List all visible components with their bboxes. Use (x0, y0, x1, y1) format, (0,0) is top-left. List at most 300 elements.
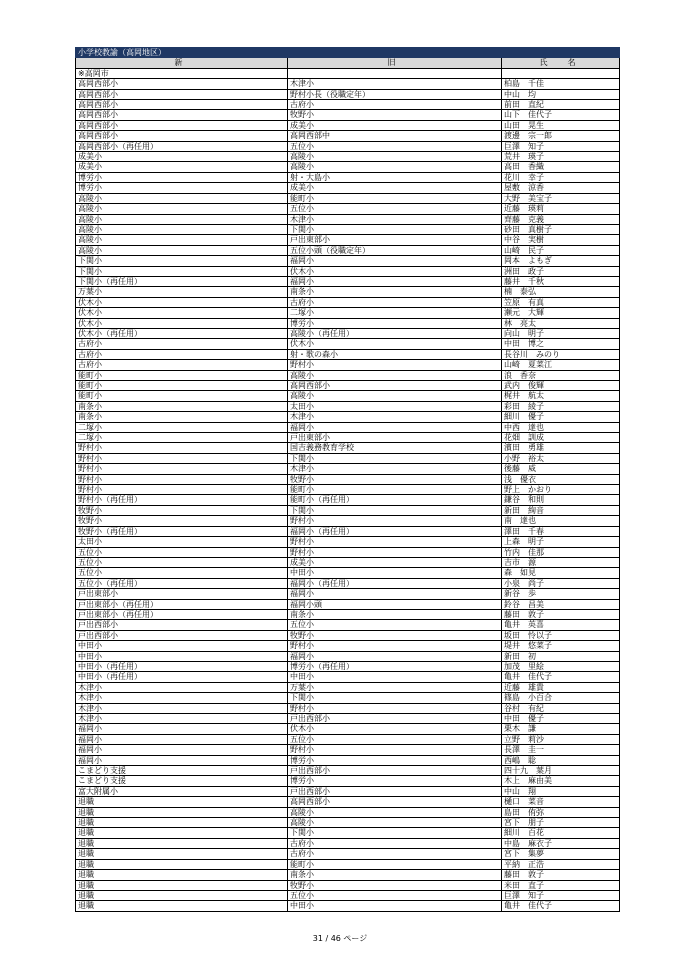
table-row (76, 682, 620, 692)
table-row (76, 360, 620, 370)
old-school-cell: 能町小 (288, 193, 502, 203)
teacher-name-cell: 笠原 有真 (502, 297, 620, 307)
table-row (76, 89, 620, 99)
new-school-cell: 成美小 (76, 152, 288, 162)
teacher-name-cell: 齊藤 克義 (502, 214, 620, 224)
old-school-cell: 成美小 (288, 557, 502, 567)
teacher-name-cell: 野上 かおり (502, 485, 620, 495)
teacher-name-cell: 山下 佳代子 (502, 110, 620, 120)
new-school-cell: 高岡西部小 (76, 131, 288, 141)
table-row (76, 651, 620, 661)
new-school-cell: 戸出西部小 (76, 630, 288, 640)
old-school-cell: 古府小 (288, 297, 502, 307)
new-school-cell: 高岡西部小（再任用） (76, 141, 288, 151)
new-school-cell: 退職 (76, 880, 288, 890)
old-school-cell: 成美小 (288, 183, 502, 193)
old-school-cell: 福岡小 (288, 589, 502, 599)
table-row (76, 578, 620, 588)
teacher-name-cell: 篠島 小百合 (502, 693, 620, 703)
teacher-name-cell: 島田 侑弥 (502, 807, 620, 817)
teacher-name-cell: 彩田 綾子 (502, 401, 620, 411)
teacher-name-cell: 藤田 敦子 (502, 609, 620, 619)
teacher-name-cell: 亀井 佳代子 (502, 901, 620, 911)
old-school-cell: 福岡小 (288, 651, 502, 661)
table-row (76, 370, 620, 380)
table-row (76, 120, 620, 130)
old-school-cell: 成美小 (288, 120, 502, 130)
table-row (76, 797, 620, 807)
old-school-cell: 木津小 (288, 464, 502, 474)
old-school-cell: 博労小（再任用） (288, 661, 502, 671)
old-school-cell: 五位小 (288, 734, 502, 744)
teacher-name-cell: 梶井 航太 (502, 391, 620, 401)
new-school-cell: 福岡小 (76, 755, 288, 765)
old-school-cell: 博労小 (288, 318, 502, 328)
old-school-cell: 戸出東部小 (288, 235, 502, 245)
new-school-cell: 高陵小 (76, 245, 288, 255)
new-school-cell: 高岡西部小 (76, 89, 288, 99)
teacher-name-cell: 中島 麻衣子 (502, 838, 620, 848)
table-row (76, 79, 620, 89)
teacher-name-cell: 立野 莉沙 (502, 734, 620, 744)
teacher-name-cell: 洲田 政子 (502, 266, 620, 276)
teacher-name-cell: 楠 泰弘 (502, 287, 620, 297)
new-school-cell: 退職 (76, 838, 288, 848)
table-row (76, 204, 620, 214)
new-school-cell: 成美小 (76, 162, 288, 172)
new-school-cell: 戸出東部小（再任用） (76, 609, 288, 619)
old-school-cell: 伏木小 (288, 266, 502, 276)
table-row (76, 453, 620, 463)
old-school-cell: 高岡西部中 (288, 131, 502, 141)
new-school-cell: 牧野小 (76, 505, 288, 515)
table-row (76, 505, 620, 515)
table-row (76, 734, 620, 744)
table-row (76, 110, 620, 120)
old-school-cell: 太田小 (288, 401, 502, 411)
teacher-name-cell: 柏島 千佳 (502, 79, 620, 89)
table-row (76, 308, 620, 318)
teacher-name-cell: 近藤 瑛莉 (502, 204, 620, 214)
table-row (76, 381, 620, 391)
old-school-cell: 射・歌の森小 (288, 349, 502, 359)
table-row (76, 162, 620, 172)
table-row (76, 766, 620, 776)
teacher-name-cell: 瀬元 大輝 (502, 308, 620, 318)
old-school-cell: 五位小 (288, 890, 502, 900)
new-school-cell: 高岡西部小 (76, 79, 288, 89)
new-school-cell: 木津小 (76, 693, 288, 703)
new-school-cell: 高陵小 (76, 214, 288, 224)
old-school-cell: 牧野小 (288, 630, 502, 640)
teacher-name-cell: 亀井 英喜 (502, 620, 620, 630)
teacher-name-cell: 藤田 敦子 (502, 870, 620, 880)
empty-cell (502, 68, 620, 78)
teacher-name-cell: 南 達也 (502, 516, 620, 526)
new-school-cell: 古府小 (76, 349, 288, 359)
teacher-name-cell: 堤井 悠菜子 (502, 641, 620, 651)
old-school-cell: 牧野小 (288, 474, 502, 484)
new-school-cell: 野村小（再任用） (76, 495, 288, 505)
table-row (76, 890, 620, 900)
table-row (76, 276, 620, 286)
teacher-name-cell: 森 如見 (502, 568, 620, 578)
old-school-cell: 博労小 (288, 755, 502, 765)
old-school-cell: 戸出東部小 (288, 433, 502, 443)
old-school-cell: 木津小 (288, 412, 502, 422)
table-row (76, 568, 620, 578)
new-school-cell: 太田小 (76, 537, 288, 547)
teacher-name-cell: 宮下 朋子 (502, 818, 620, 828)
table-row (76, 849, 620, 859)
old-school-cell: 福岡小 (288, 276, 502, 286)
new-school-cell: 退職 (76, 890, 288, 900)
table-row (76, 620, 620, 630)
old-school-cell: 伏木小 (288, 724, 502, 734)
old-school-cell: 福岡小 (288, 256, 502, 266)
table-row (76, 557, 620, 567)
teacher-name-cell: 中田 優子 (502, 714, 620, 724)
table-row (76, 828, 620, 838)
teacher-name-cell: 岡本 よもぎ (502, 256, 620, 266)
table-row (76, 859, 620, 869)
teacher-name-cell: 屋敷 涼香 (502, 183, 620, 193)
teacher-name-cell: 長澤 圭一 (502, 745, 620, 755)
old-school-cell: 南条小 (288, 609, 502, 619)
teacher-name-cell: 小野 裕太 (502, 453, 620, 463)
new-school-cell: 南条小 (76, 412, 288, 422)
teacher-name-cell: 平納 正浩 (502, 859, 620, 869)
old-school-cell: 野村小 (288, 547, 502, 557)
teacher-name-cell: 花畑 訓成 (502, 433, 620, 443)
new-school-cell: 博労小 (76, 172, 288, 182)
table-row (76, 630, 620, 640)
teacher-name-cell: 中西 達也 (502, 422, 620, 432)
old-school-cell: 福岡小（再任用） (288, 526, 502, 536)
table-row (76, 183, 620, 193)
new-school-cell: 能町小 (76, 391, 288, 401)
teacher-name-cell: 木上 麻由美 (502, 776, 620, 786)
new-school-cell: 伏木小 (76, 308, 288, 318)
teacher-name-cell: 近藤 雄貴 (502, 682, 620, 692)
teacher-name-cell: 渡邊 宗一郎 (502, 131, 620, 141)
empty-cell (288, 68, 502, 78)
teacher-name-cell: 長谷川 みのり (502, 349, 620, 359)
page-footer: 31 / 46 ページ (312, 934, 368, 943)
table-row (76, 589, 620, 599)
new-school-cell: 退職 (76, 870, 288, 880)
old-school-cell: 野村小長（役職定年） (288, 89, 502, 99)
new-school-cell: 牧野小（再任用） (76, 526, 288, 536)
table-row (76, 599, 620, 609)
table-row (76, 433, 620, 443)
old-school-cell: 野村小 (288, 641, 502, 651)
teacher-name-cell: 後藤 威 (502, 464, 620, 474)
old-school-cell: 高陵小 (288, 818, 502, 828)
teacher-name-cell: 竹内 佳那 (502, 547, 620, 557)
new-school-cell: 万葉小 (76, 287, 288, 297)
table-row (76, 235, 620, 245)
old-school-cell: 古府小 (288, 100, 502, 110)
table-row (76, 703, 620, 713)
teacher-name-cell: 新田 絢音 (502, 505, 620, 515)
table-row (76, 443, 620, 453)
old-school-cell: 射・大島小 (288, 172, 502, 182)
new-school-cell: 高岡西部小 (76, 120, 288, 130)
teacher-name-cell: 四十九 葉月 (502, 766, 620, 776)
new-school-cell: 南条小 (76, 401, 288, 411)
teacher-name-cell: 濱田 勇雄 (502, 443, 620, 453)
old-school-cell: 福岡小（再任用） (288, 578, 502, 588)
old-school-cell: 牧野小 (288, 880, 502, 890)
teacher-name-cell: 花川 幸子 (502, 172, 620, 182)
new-school-cell: 退職 (76, 901, 288, 911)
new-school-cell: 下関小 (76, 256, 288, 266)
new-school-cell: 高陵小 (76, 193, 288, 203)
section-row (76, 68, 620, 78)
old-school-cell: 五位小頭（役職定年） (288, 245, 502, 255)
teacher-name-cell: 前田 直紀 (502, 100, 620, 110)
table-row (76, 339, 620, 349)
teacher-name-cell: 新谷 歩 (502, 589, 620, 599)
new-school-cell: 退職 (76, 807, 288, 817)
new-school-cell: 伏木小 (76, 318, 288, 328)
teacher-name-cell: 林 亮太 (502, 318, 620, 328)
teacher-name-cell: 中田 博之 (502, 339, 620, 349)
table-row (76, 516, 620, 526)
old-school-cell: 伏木小 (288, 339, 502, 349)
new-school-cell: 二塚小 (76, 422, 288, 432)
new-school-cell: 福岡小 (76, 724, 288, 734)
old-school-cell: 二塚小 (288, 308, 502, 318)
old-school-cell: 福岡小頭 (288, 599, 502, 609)
old-school-cell: 高岡西部小 (288, 797, 502, 807)
old-school-cell: 中田小 (288, 901, 502, 911)
new-school-cell: 能町小 (76, 370, 288, 380)
teacher-name-cell: 西嶋 聡 (502, 755, 620, 765)
old-school-cell: 野村小 (288, 745, 502, 755)
old-school-cell: 能町小（再任用） (288, 495, 502, 505)
old-school-cell: 野村小 (288, 703, 502, 713)
new-school-cell: 木津小 (76, 703, 288, 713)
column-header-new: 新 (76, 58, 288, 68)
table-row (76, 152, 620, 162)
old-school-cell: 野村小 (288, 360, 502, 370)
teacher-name-cell: 浅 優衣 (502, 474, 620, 484)
teacher-name-cell: 新田 初 (502, 651, 620, 661)
old-school-cell: 野村小 (288, 516, 502, 526)
new-school-cell: 中田小 (76, 651, 288, 661)
table-row (76, 193, 620, 203)
old-school-cell: 野村小 (288, 537, 502, 547)
table-row (76, 724, 620, 734)
old-school-cell: 中田小 (288, 672, 502, 682)
old-school-cell: 福岡小 (288, 422, 502, 432)
new-school-cell: 高岡西部小 (76, 110, 288, 120)
table-row (76, 412, 620, 422)
table-row (76, 349, 620, 359)
table-row (76, 714, 620, 724)
table-row (76, 547, 620, 557)
new-school-cell: 高陵小 (76, 204, 288, 214)
teacher-name-cell: 樋口 菜音 (502, 797, 620, 807)
old-school-cell: 古府小 (288, 849, 502, 859)
new-school-cell: 高陵小 (76, 235, 288, 245)
new-school-cell: 二塚小 (76, 433, 288, 443)
teacher-name-cell: 谷村 有紀 (502, 703, 620, 713)
table-row (76, 755, 620, 765)
table-row (76, 224, 620, 234)
teacher-name-cell: 中山 翔 (502, 786, 620, 796)
old-school-cell: 五位小 (288, 620, 502, 630)
new-school-cell: 伏木小（再任用） (76, 328, 288, 338)
old-school-cell: 木津小 (288, 214, 502, 224)
teacher-name-cell: 加茂 里絵 (502, 661, 620, 671)
table-row (76, 693, 620, 703)
new-school-cell: こまどり支援 (76, 766, 288, 776)
table-row (76, 672, 620, 682)
table-title-row (76, 48, 620, 58)
table-row (76, 245, 620, 255)
teacher-name-cell: 向山 明子 (502, 328, 620, 338)
teacher-name-cell: 荒井 瑛子 (502, 152, 620, 162)
old-school-cell: 戸出西部小 (288, 766, 502, 776)
table-row (76, 464, 620, 474)
table-row (76, 328, 620, 338)
new-school-cell: 退職 (76, 849, 288, 859)
teacher-name-cell: 鈴谷 昌美 (502, 599, 620, 609)
teacher-name-cell: 巨澤 知子 (502, 141, 620, 151)
teacher-name-cell: 山崎 民子 (502, 245, 620, 255)
old-school-cell: 能町小 (288, 485, 502, 495)
table-row (76, 786, 620, 796)
old-school-cell: 戸出西部小 (288, 786, 502, 796)
teacher-name-cell: 藤井 千秋 (502, 276, 620, 286)
table-row (76, 641, 620, 651)
table-row (76, 495, 620, 505)
table-row (76, 422, 620, 432)
new-school-cell: 退職 (76, 828, 288, 838)
new-school-cell: 牧野小 (76, 516, 288, 526)
table-row (76, 807, 620, 817)
column-header-name: 氏 名 (502, 58, 620, 68)
personnel-table (75, 47, 620, 912)
table-row (76, 537, 620, 547)
table-row (76, 901, 620, 911)
table-row (76, 391, 620, 401)
new-school-cell: 五位小 (76, 547, 288, 557)
table-row (76, 838, 620, 848)
teacher-name-cell: 坂田 怜以子 (502, 630, 620, 640)
teacher-name-cell: 吉市 源 (502, 557, 620, 567)
teacher-name-cell: 高田 香織 (502, 162, 620, 172)
old-school-cell: 南条小 (288, 287, 502, 297)
table-row (76, 401, 620, 411)
new-school-cell: 戸出東部小（再任用） (76, 599, 288, 609)
new-school-cell: 下関小（再任用） (76, 276, 288, 286)
new-school-cell: 戸出西部小 (76, 620, 288, 630)
new-school-cell: 退職 (76, 818, 288, 828)
teacher-name-cell: 亀井 佳代子 (502, 672, 620, 682)
new-school-cell: 博労小 (76, 183, 288, 193)
new-school-cell: 高岡西部小 (76, 100, 288, 110)
new-school-cell: 中田小 (76, 641, 288, 651)
old-school-cell: 高陵小 (288, 152, 502, 162)
table-row (76, 474, 620, 484)
teacher-name-cell: 中山 均 (502, 89, 620, 99)
old-school-cell: 木津小 (288, 79, 502, 89)
table-row (76, 141, 620, 151)
old-school-cell: 五位小 (288, 204, 502, 214)
table-row (76, 131, 620, 141)
new-school-cell: 木津小 (76, 714, 288, 724)
teacher-name-cell: 細川 優子 (502, 412, 620, 422)
table-row (76, 818, 620, 828)
new-school-cell: 能町小 (76, 381, 288, 391)
table-row (76, 297, 620, 307)
old-school-cell: 高陵小 (288, 162, 502, 172)
teacher-name-cell: 澤田 千春 (502, 526, 620, 536)
old-school-cell: 下関小 (288, 224, 502, 234)
teacher-name-cell: 武内 俊輝 (502, 381, 620, 391)
new-school-cell: 野村小 (76, 464, 288, 474)
table-row (76, 100, 620, 110)
new-school-cell: こまどり支援 (76, 776, 288, 786)
new-school-cell: 福岡小 (76, 745, 288, 755)
old-school-cell: 高陵小 (288, 391, 502, 401)
old-school-cell: 古府小 (288, 838, 502, 848)
prefecture-label: ※高岡市 (76, 68, 288, 78)
old-school-cell: 高陵小 (288, 807, 502, 817)
new-school-cell: 福岡小 (76, 734, 288, 744)
new-school-cell: 五位小 (76, 557, 288, 567)
table-row (76, 172, 620, 182)
table-row (76, 661, 620, 671)
new-school-cell: 富大附属小 (76, 786, 288, 796)
teacher-name-cell: 小泉 尚子 (502, 578, 620, 588)
teacher-name-cell: 栗木 謙 (502, 724, 620, 734)
new-school-cell: 退職 (76, 859, 288, 869)
column-header-old: 旧 (288, 58, 502, 68)
column-header-row (76, 58, 620, 68)
table-row (76, 870, 620, 880)
old-school-cell: 国吉義務教育学校 (288, 443, 502, 453)
old-school-cell: 能町小 (288, 859, 502, 869)
teacher-name-cell: 細川 百花 (502, 828, 620, 838)
table-row (76, 256, 620, 266)
new-school-cell: 古府小 (76, 339, 288, 349)
old-school-cell: 下関小 (288, 453, 502, 463)
teacher-name-cell: 砂田 真樹子 (502, 224, 620, 234)
document-title: 小学校教諭（高岡地区） (76, 48, 620, 58)
old-school-cell: 五位小 (288, 141, 502, 151)
table-row (76, 880, 620, 890)
old-school-cell: 高陵小（再任用） (288, 328, 502, 338)
new-school-cell: 野村小 (76, 485, 288, 495)
new-school-cell: 下関小 (76, 266, 288, 276)
new-school-cell: 野村小 (76, 474, 288, 484)
teacher-name-cell: 大野 美宝子 (502, 193, 620, 203)
old-school-cell: 万葉小 (288, 682, 502, 692)
old-school-cell: 牧野小 (288, 110, 502, 120)
old-school-cell: 中田小 (288, 568, 502, 578)
old-school-cell: 南条小 (288, 870, 502, 880)
old-school-cell: 戸出西部小 (288, 714, 502, 724)
teacher-name-cell: 巨澤 知子 (502, 890, 620, 900)
table-row (76, 287, 620, 297)
table-row (76, 485, 620, 495)
teacher-name-cell: 米田 直子 (502, 880, 620, 890)
